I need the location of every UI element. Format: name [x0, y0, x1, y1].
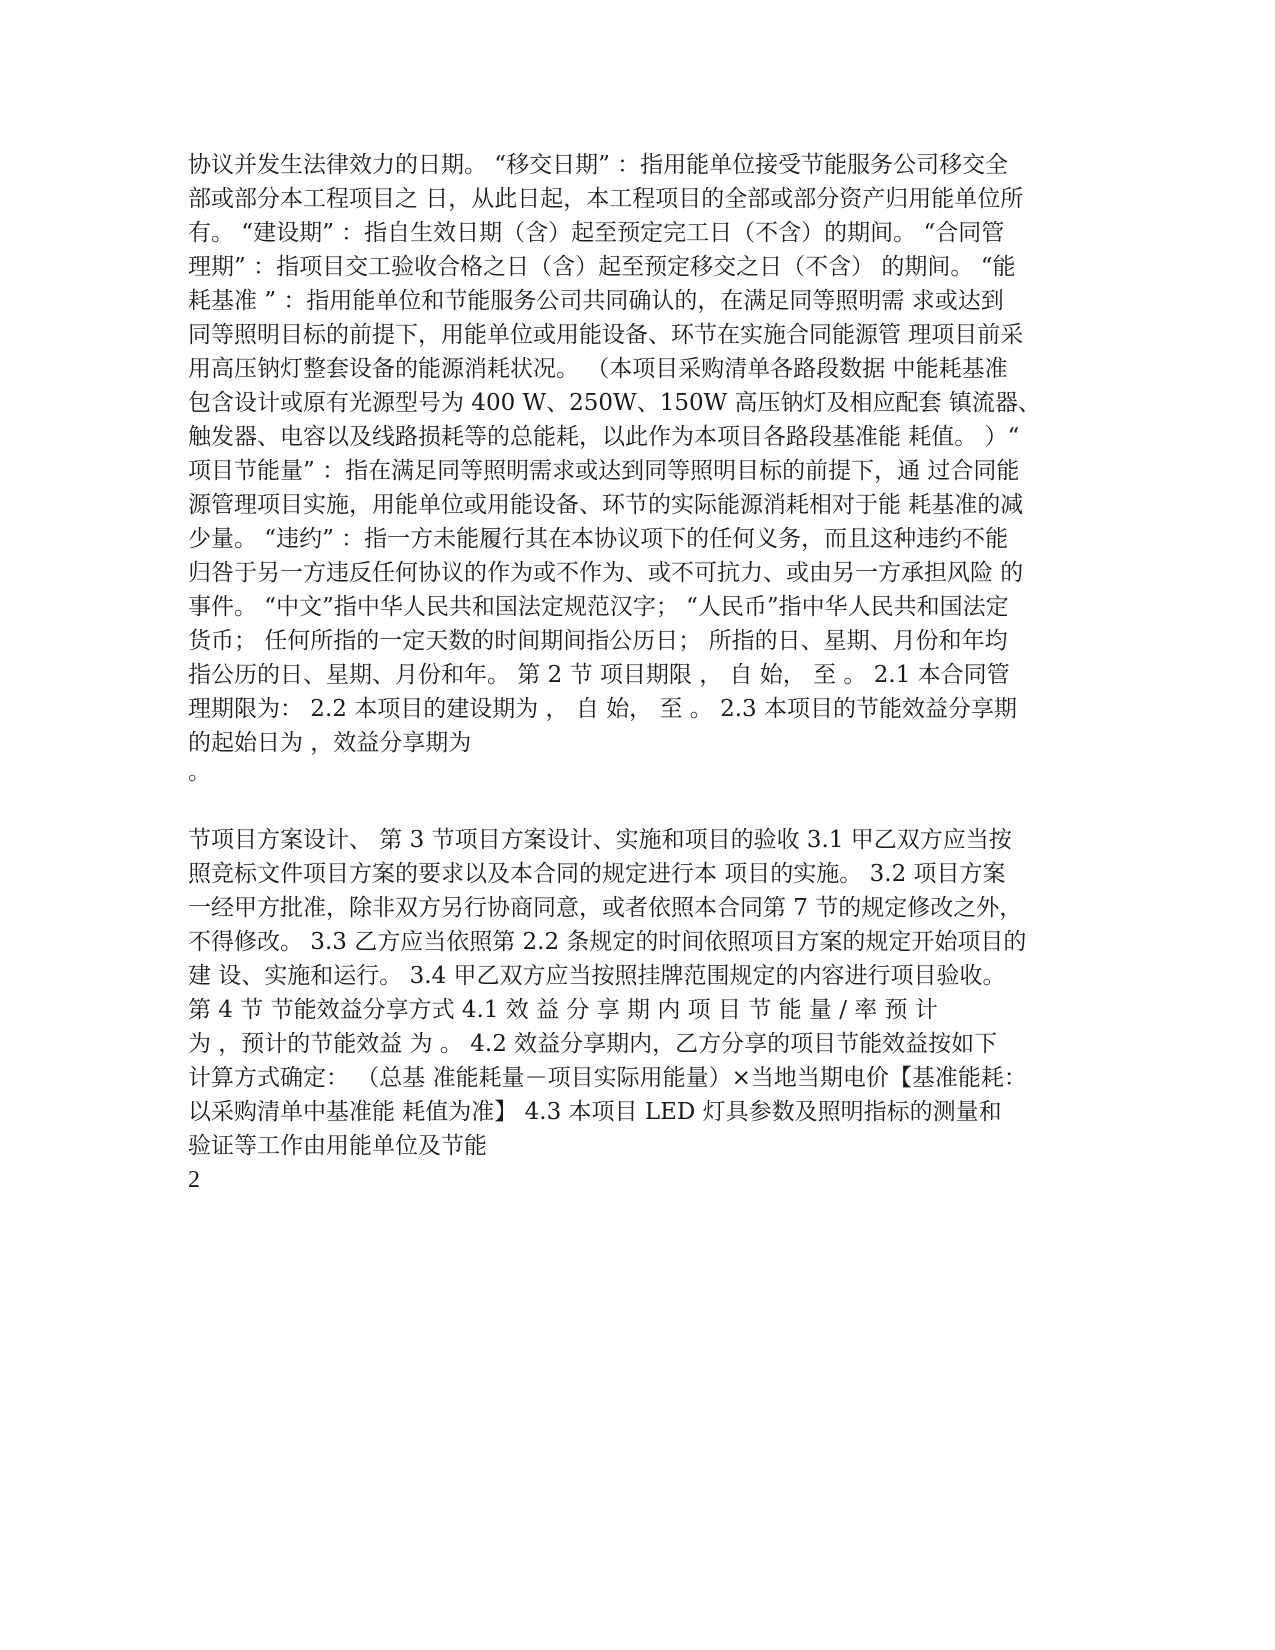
text-line: 不得修改。 3.3 乙方应当依照第 2.2 条规定的时间依照项目方案的规定开始项目的	[188, 929, 1027, 955]
text-line: 指公历的日、星期、月份和年。 第 2 节 项目期限 ， 自 始， 至 。 2.1 本合同管	[188, 662, 1010, 688]
text-line: 同等照明目标的前提下，用能单位或用能设备、环节在实施合同能源管 理项目前采	[188, 322, 1024, 348]
text-line: 有。 “建设期” ：指自生效日期（含）起至预定完工日（不含）的期间。 “合同管	[188, 220, 1005, 246]
text-line: 源管理项目实施，用能单位或用能设备、环节的实际能源消耗相对于能 耗基准的减	[188, 492, 1024, 518]
paragraph-project-sections	[188, 823, 1098, 1163]
text-line: 。	[188, 759, 211, 785]
text-line: 触发器、电容以及线路损耗等的总能耗，以此作为本项目各路段基准能 耗值。 ）“	[188, 424, 1020, 450]
text-line: 以采购清单中基准能 耗值为准】 4.3 本项目 LED 灯具参数及照明指标的测量和	[188, 1099, 1002, 1125]
text-line: 为 ，预计的节能效益 为 。 4.2 效益分享期内，乙方分享的项目节能效益按如下	[188, 1031, 998, 1057]
text-line: 的起始日为 ，效益分享期为	[188, 730, 472, 756]
text-line: 建 设、实施和运行。 3.4 甲乙双方应当按照挂牌范围规定的内容进行项目验收。	[188, 963, 1006, 989]
text-line: 第 4 节 节能效益分享方式 4.1 效 益 分 享 期 内 项 目 节 能 量 / 率 预 计	[188, 997, 938, 1023]
text-line: 协议并发生法律效力的日期。 “移交日期” ：指用能单位接受节能服务公司移交全	[188, 152, 1009, 178]
paragraph-definitions	[188, 148, 1098, 760]
text-line: 部或部分本工程项目之 日，从此日起，本工程项目的全部或部分资产归用能单位所	[188, 186, 1024, 212]
text-line: 用高压钠灯整套设备的能源消耗状况。 （本项目采购清单各路段数据 中能耗基准	[188, 356, 1008, 382]
text-line: 项目节能量” ：指在满足同等照明需求或达到同等照明目标的前提下，通 过合同能	[188, 458, 1020, 484]
page-number: 2	[188, 1167, 200, 1193]
text-line: 包含设计或原有光源型号为 400 W、250W、150W 高压钠灯及相应配套 镇流器、	[188, 390, 1041, 416]
text-line: 理期” ：指项目交工验收合格之日（含）起至预定移交之日（不含） 的期间。 “能	[188, 254, 1016, 280]
text-line: 货币； 任何所指的一定天数的时间期间指公历日； 所指的日、星期、月份和年均	[188, 628, 1008, 654]
paragraph-period-mark	[188, 755, 1098, 789]
text-line: 耗基准 ” ：指用能单位和节能服务公司共同确认的，在满足同等照明需 求或达到	[188, 288, 1004, 314]
text-line: 事件。 “中文”指中华人民共和国法定规范汉字； “人民币”指中华人民共和国法定	[188, 594, 1009, 620]
text-line: 一经甲方批准，除非双方另行协商同意，或者依照本合同第 7 节的规定修改之外，	[188, 895, 1023, 921]
text-line: 归咎于另一方违反任何协议的作为或不作为、或不可抗力、或由另一方承担风险 的	[188, 560, 1024, 586]
text-line: 计算方式确定： （总基 准能耗量－项目实际用能量）×当地当期电价【基准能耗：	[188, 1065, 1027, 1091]
text-line: 少量。 “违约” ：指一方未能履行其在本协议项下的任何义务，而且这种违约不能	[188, 526, 1009, 552]
text-line: 照竞标文件项目方案的要求以及本合同的规定进行本 项目的实施。 3.2 项目方案	[188, 861, 1006, 887]
text-line: 理期限为： 2.2 本项目的建设期为 ， 自 始， 至 。 2.3 本项目的节能效益分享期	[188, 696, 1017, 722]
text-line: 节项目方案设计、 第 3 节项目方案设计、实施和项目的验收 3.1 甲乙双方应当按	[188, 827, 1012, 853]
text-line: 验证等工作由用能单位及节能	[188, 1133, 487, 1159]
